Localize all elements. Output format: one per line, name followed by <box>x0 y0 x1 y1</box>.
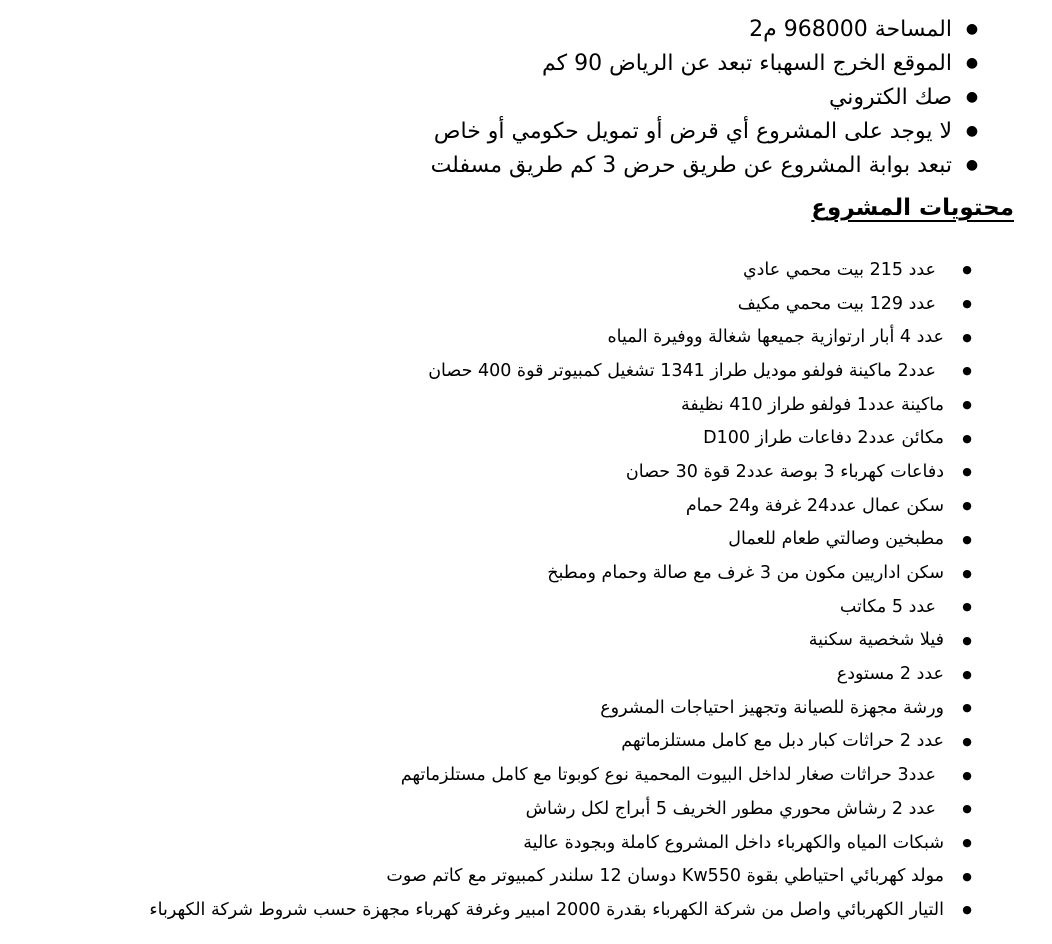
bullet-icon: ● <box>962 263 972 277</box>
list-item <box>149 826 990 860</box>
detail-deed: صك الكتروني <box>828 84 952 110</box>
bullet-icon: ● <box>962 836 972 850</box>
list-item-text: ورشة مجهزة للصيانة وتجهيز احتياجات المشروع <box>600 697 944 718</box>
bullet-icon: ● <box>962 768 972 782</box>
list-item-text: عدد 2 حراثات كبار دبل مع كامل مستلزماتهم <box>621 731 944 752</box>
bullet-icon: ● <box>962 465 972 479</box>
list-item <box>149 523 990 557</box>
list-item-text: عدد 215 بيت محمي عادي <box>742 259 936 280</box>
list-item <box>149 590 990 624</box>
list-item <box>149 320 990 354</box>
list-item-text: عدد 2 مستودع <box>836 664 944 685</box>
list-item <box>431 12 992 46</box>
bullet-icon: ● <box>962 734 972 748</box>
list-item-text: مكائن عدد2 دفاعات طراز D100 <box>703 428 944 449</box>
list-item <box>149 287 990 321</box>
list-item <box>149 489 990 523</box>
bullet-icon: ● <box>965 89 979 105</box>
bullet-icon: ● <box>962 431 972 445</box>
bullet-icon: ● <box>962 903 972 917</box>
list-item-text: سكن عمال عدد24 غرفة و24 حمام <box>685 495 944 516</box>
bullet-icon: ● <box>962 600 972 614</box>
bullet-icon: ● <box>962 297 972 311</box>
list-item <box>431 80 992 114</box>
section-heading: محتويات المشروع <box>811 195 1014 221</box>
bullet-icon: ● <box>962 869 972 883</box>
list-item-text: عدد 4 أبار ارتوازية جميعها شغالة ووفيرة المياه <box>607 327 944 348</box>
list-item-text: عدد 129 بيت محمي مكيف <box>737 293 936 314</box>
bullet-icon: ● <box>962 667 972 681</box>
bullet-icon: ● <box>962 330 972 344</box>
detail-location: الموقع الخرج السهباء تبعد عن الرياض 90 كم <box>542 50 952 76</box>
list-item-text: سكن اداريين مكون من 3 غرف مع صالة وحمام ومطبخ <box>547 563 944 584</box>
list-item <box>149 421 990 455</box>
list-item <box>431 46 992 80</box>
list-item-text: شبكات المياه والكهرباء داخل المشروع كاملة وبجودة عالية <box>523 832 944 853</box>
bullet-icon: ● <box>962 532 972 546</box>
list-item <box>149 253 990 287</box>
project-details-list <box>431 12 992 182</box>
bullet-icon: ● <box>962 633 972 647</box>
list-item-text: عدد 5 مكاتب <box>839 596 936 617</box>
bullet-icon: ● <box>962 701 972 715</box>
list-item <box>149 691 990 725</box>
bullet-icon: ● <box>965 123 979 139</box>
list-item <box>149 725 990 759</box>
bullet-icon: ● <box>965 55 979 71</box>
list-item <box>149 792 990 826</box>
list-item <box>149 455 990 489</box>
list-item <box>149 657 990 691</box>
list-item-text: فيلا شخصية سكنية <box>808 630 944 651</box>
list-item <box>431 148 992 182</box>
project-contents-list <box>149 253 990 927</box>
list-item <box>431 114 992 148</box>
list-item-text: ماكينة عدد1 فولفو طراز 410 نظيفة <box>680 394 944 415</box>
list-item-text: عدد3 حراثات صغار لداخل البيوت المحمية نوع كوبوتا مع كامل مستلزماتهم <box>400 765 936 786</box>
bullet-icon: ● <box>962 802 972 816</box>
list-item-text: عدد 2 رشاش محوري مطور الخريف 5 أبراج لكل رشاش <box>525 798 936 819</box>
bullet-icon: ● <box>965 21 979 37</box>
list-item <box>149 624 990 658</box>
list-item <box>149 893 990 927</box>
bullet-icon: ● <box>962 364 972 378</box>
list-item <box>149 758 990 792</box>
list-item-text: دفاعات كهرباء 3 بوصة عدد2 قوة 30 حصان <box>625 461 944 482</box>
list-item <box>149 859 990 893</box>
bullet-icon: ● <box>962 566 972 580</box>
list-item-text: التيار الكهربائي واصل من شركة الكهرباء بقدرة 2000 امبير وغرفة كهرباء مجهزة حسب شروط شركة الكهرباء <box>149 899 944 920</box>
detail-area: المساحة 968000 م2 <box>749 16 952 42</box>
bullet-icon: ● <box>965 157 979 173</box>
detail-gate-distance: تبعد بوابة المشروع عن طريق حرض 3 كم طريق مسفلت <box>430 152 952 178</box>
bullet-icon: ● <box>962 499 972 513</box>
list-item-text: مطبخين وصالتي طعام للعمال <box>728 529 944 550</box>
list-item-text: عدد2 ماكينة فولفو موديل طراز 1341 تشغيل كمبيوتر قوة 400 حصان <box>428 360 936 381</box>
bullet-icon: ● <box>962 398 972 412</box>
list-item <box>149 354 990 388</box>
list-item <box>149 556 990 590</box>
list-item <box>149 388 990 422</box>
detail-financing: لا يوجد على المشروع أي قرض أو تمويل حكومي أو خاص <box>433 118 952 144</box>
list-item-text: مولد كهربائي احتياطي بقوة Kw550 دوسان 12 سلندر كمبيوتر مع كاتم صوت <box>386 866 944 887</box>
